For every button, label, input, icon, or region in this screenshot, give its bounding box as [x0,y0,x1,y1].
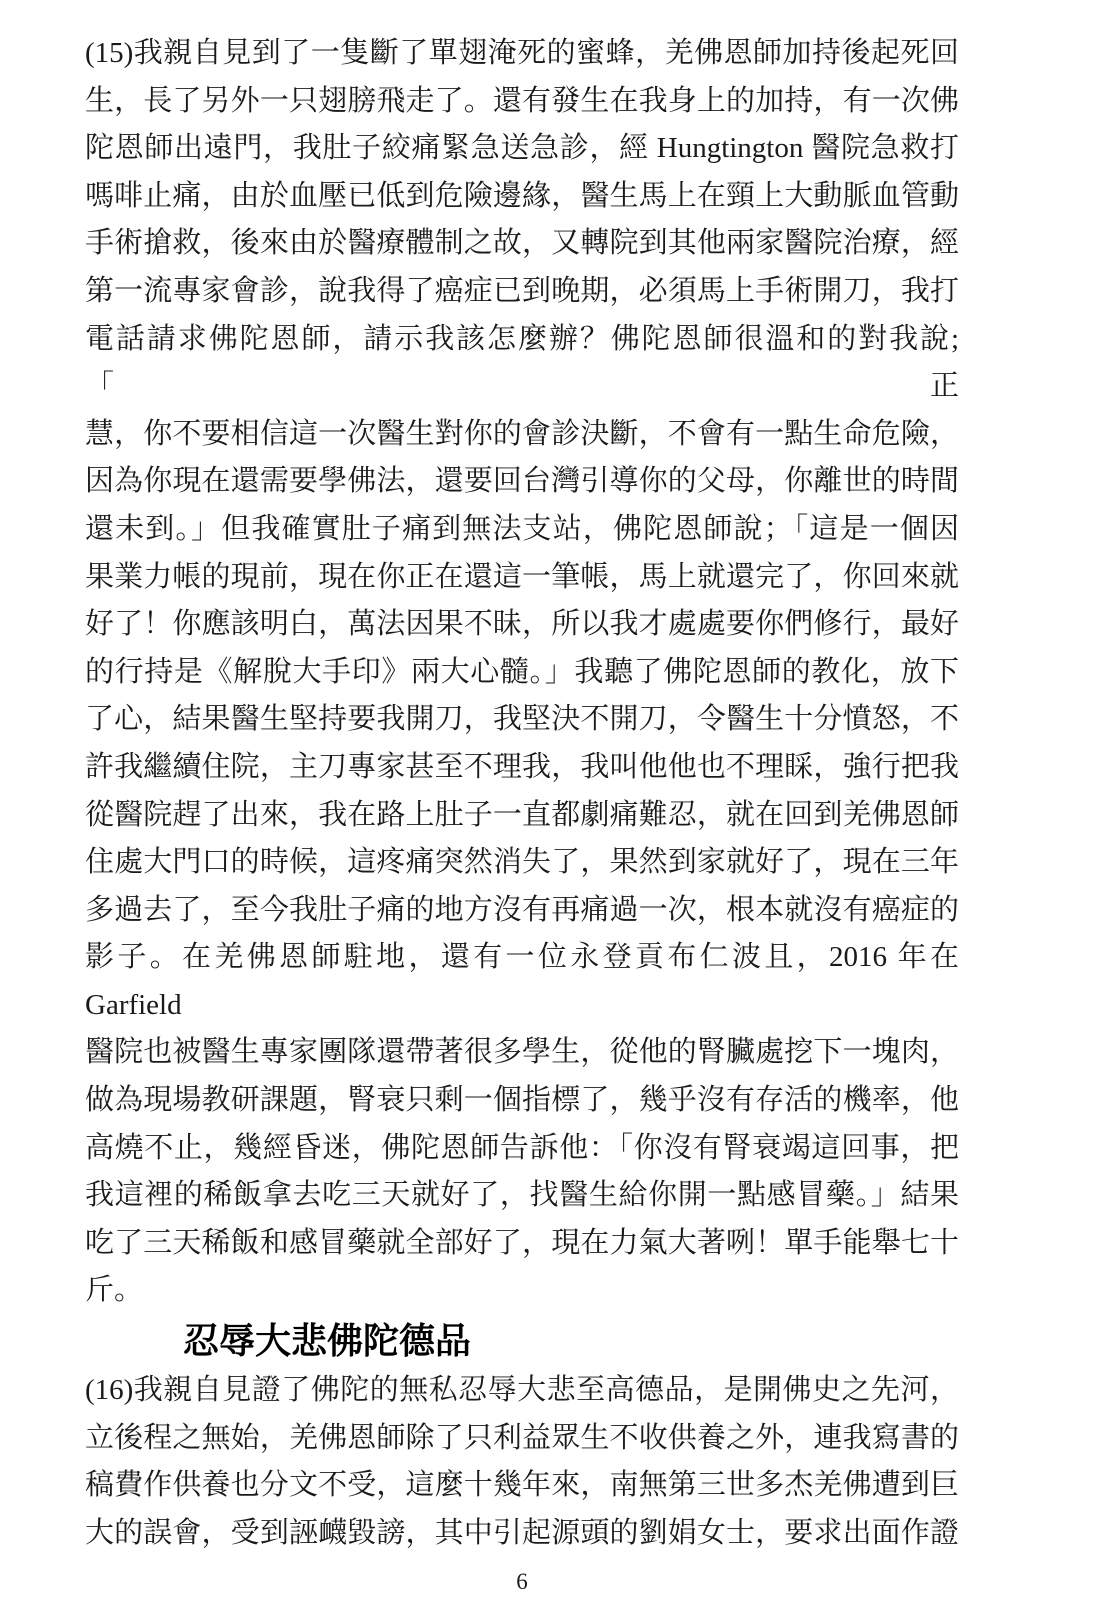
text-line: 還未到。」但我確實肚子痛到無法支站，佛陀恩師說；「這是一個因 [85,512,959,545]
page-number: 6 [516,1569,528,1595]
text-line: 高燒不止，幾經昏迷，佛陀恩師告訴他：「你沒有腎衰竭這回事，把 [85,1131,959,1164]
text-line: 嗎啡止痛，由於血壓已低到危險邊緣，醫生馬上在頸上大動脈血管動 [85,179,959,212]
text-line: 第一流專家會診，說我得了癌症已到晚期，必須馬上手術開刀，我打 [85,274,959,307]
text-block [85,30,959,1597]
text-line: 了心，結果醫生堅持要我開刀，我堅決不開刀，令醫生十分憤怒，不 [85,703,959,736]
text-line: 手術搶救，後來由於醫療體制之故，又轉院到其他兩家醫院治療，經 [85,227,959,260]
text-line: 因為你現在還需要學佛法，還要回台灣引導你的父母，你離世的時間 [85,465,959,498]
text-line: (16)我親自見證了佛陀的無私忍辱大悲至高德品，是開佛史之先河， [85,1374,959,1407]
text-line: 立後程之無始，羌佛恩師除了只利益眾生不收供養之外，連我寫書的 [85,1421,959,1454]
text-line: 稿費作供養也分文不受，這麼十幾年來，南無第三世多杰羌佛遭到巨 [85,1469,959,1502]
text-line: 住處大門口的時候，這疼痛突然消失了，果然到家就好了，現在三年 [85,846,959,879]
text-line: 我這裡的稀飯拿去吃三天就好了，找醫生給你開一點感冒藥。」結果 [85,1179,959,1212]
paragraph-15 [85,30,959,1315]
text-line: 果業力帳的現前，現在你正在還這一筆帳，馬上就還完了，你回來就 [85,560,959,593]
paragraph-16 [85,1367,959,1557]
text-line: 吃了三天稀飯和感冒藥就全部好了，現在力氣大著咧！單手能舉七十 [85,1226,959,1259]
text-line: 慧，你不要相信這一次醫生對你的會診決斷，不會有一點生命危險， [85,417,959,450]
text-line: 生，長了另外一只翅膀飛走了。還有發生在我身上的加持，有一次佛 [85,84,959,117]
text-line: 陀恩師出遠門，我肚子絞痛緊急送急診，經 Hungtington 醫院急救打 [85,132,959,165]
text-line: 的行持是《解脫大手印》兩大心髓。」我聽了佛陀恩師的教化，放下 [85,655,959,688]
text-line: 影子。在羌佛恩師駐地，還有一位永登貢布仁波且，2016 年在 Garfield [85,941,959,1021]
text-line: 電話請求佛陀恩師，請示我該怎麼辦？佛陀恩師很溫和的對我說;「正 [85,322,959,403]
text-line: 好了！你應該明白，萬法因果不昧，所以我才處處要你們修行，最好 [85,608,959,641]
text-line: 醫院也被醫生專家團隊還帶著很多學生，從他的腎臟處挖下一塊肉， [85,1036,959,1069]
text-line: (15)我親自見到了一隻斷了單翅淹死的蜜蜂，羌佛恩師加持後起死回 [85,37,959,69]
text-line: 斤。 [85,1274,144,1307]
text-line: 從醫院趕了出來，我在路上肚子一直都劇痛難忍，就在回到羌佛恩師 [85,798,959,831]
text-line: 大的誤會，受到誣衊毀謗，其中引起源頭的劉娟女士，要求出面作證 [85,1516,959,1549]
text-line: 做為現場教研課題，腎衰只剩一個指標了，幾乎沒有存活的機率，他 [85,1084,959,1117]
text-line: 多過去了，至今我肚子痛的地方沒有再痛過一次，根本就沒有癌症的 [85,893,959,926]
text-line: 許我繼續住院，主刀專家甚至不理我，我叫他他也不理睬，強行把我 [85,750,959,783]
section-heading: 忍辱大悲佛陀德品 [183,1321,472,1362]
